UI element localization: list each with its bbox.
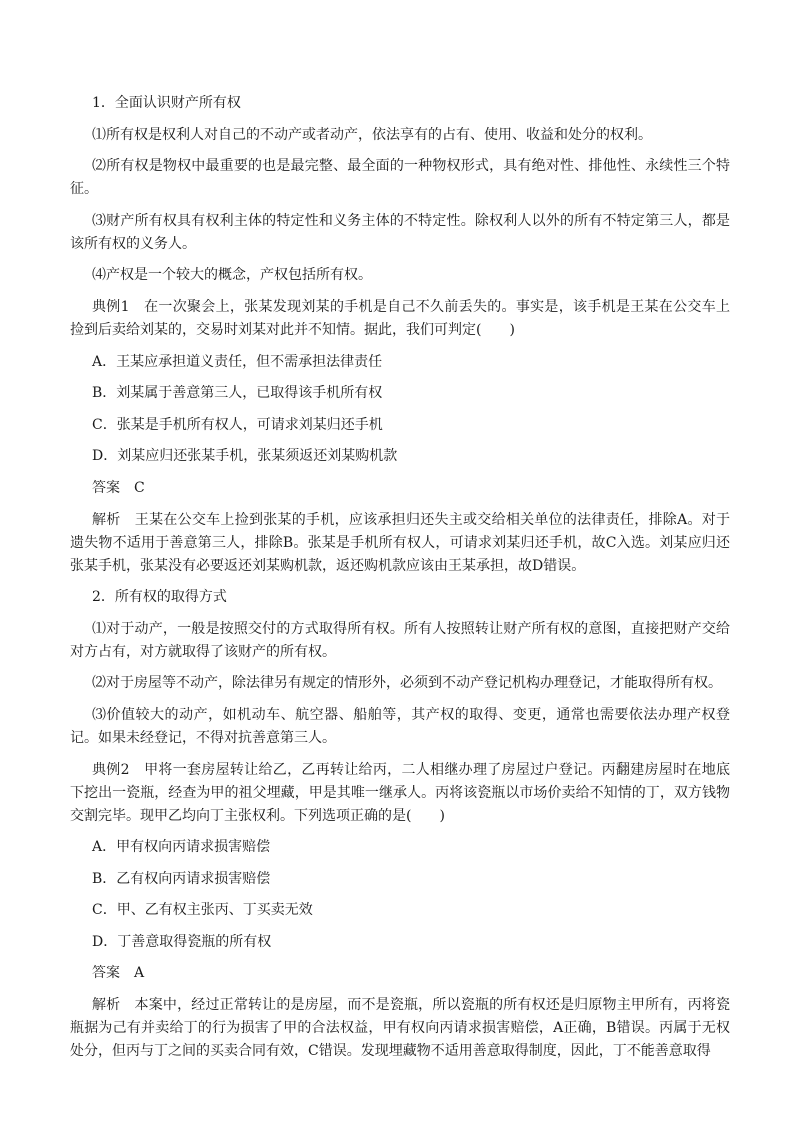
section-heading-2: 2．所有权的取得方式	[92, 589, 227, 606]
document-page	[70, 92, 730, 1072]
section2-item-2: ⑵对于房屋等不动产，除法律另有规定的情形外，必须到不动产登记机构办理登记，才能取得所有权。	[92, 675, 722, 692]
example2-option-b: B．乙有权向丙请求损害赔偿	[92, 870, 271, 887]
example2-analysis: 解析 本案中，经过正常转让的是房屋，而不是瓷瓶，所以瓷瓶的所有权还是归原物主甲所有，丙将瓷瓶据为己有并卖给丁的行为损害了甲的合法权益，甲有权向丙请求损害赔偿，A正确，B错误。丙属于无权处分，但丙与丁之间的买卖合同有效，C错误。发现埋藏物不适用善意取得制度，因此，丁不能善意取得	[70, 997, 730, 1060]
section-heading-1: 1．全面认识财产所有权	[92, 95, 241, 111]
example1-analysis: 解析 王某在公交车上捡到张某的手机，应该承担归还失主或交给相关单位的法律责任，排除A。对于遗失物不适用于善意第三人，排除B。张某是手机所有权人，可请求刘某归还手机，故C入选。刘某应归还张某手机，张某没有必要返还刘某购机款，返还购机款应该由王某承担，故D错误。	[70, 511, 730, 574]
section1-item-2: ⑵所有权是物权中最重要的也是最完整、最全面的一种物权形式，具有绝对性、排他性、永续性三个特征。	[70, 158, 730, 198]
example1-option-b: B．刘某属于善意第三人，已取得该手机所有权	[92, 385, 383, 402]
example1-answer: 答案 C	[92, 479, 145, 496]
example2-option-c: C．甲、乙有权主张丙、丁买卖无效	[92, 902, 313, 919]
section1-item-4: ⑷产权是一个较大的概念，产权包括所有权。	[92, 267, 372, 284]
example2-answer: 答案 A	[92, 965, 145, 982]
example1-option-a: A．王某应承担道义责任，但不需承担法律责任	[92, 353, 383, 370]
example2-option-a: A．甲有权向丙请求损害赔偿	[92, 839, 271, 856]
section1-item-3: ⑶财产所有权具有权利主体的特定性和义务主体的不特定性。除权利人以外的所有不特定第三人，都是该所有权的义务人。	[70, 212, 730, 252]
example1-question: 典例1 在一次聚会上，张某发现刘某的手机是自己不久前丢失的。事实是，该手机是王某在公交车上捡到后卖给刘某的，交易时刘某对此并不知情。据此，我们可判定( )	[70, 298, 730, 338]
example1-option-d: D．刘某应归还张某手机，张某须返还刘某购机款	[92, 448, 398, 465]
example1-option-c: C．张某是手机所有权人，可请求刘某归还手机	[92, 416, 383, 433]
example2-question: 典例2 甲将一套房屋转让给乙，乙再转让给丙，二人相继办理了房屋过户登记。丙翻建房屋时在地底下挖出一瓷瓶，经查为甲的祖父埋藏，甲是其唯一继承人。丙将该瓷瓶以市场价卖给不知情的丁，双方钱物交割完毕。现甲乙均向丁主张权利。下列选项正确的是( )	[70, 761, 730, 824]
section2-item-1: ⑴对于动产，一般是按照交付的方式取得所有权。所有人按照转让财产所有权的意图，直接把财产交给对方占有，对方就取得了该财产的所有权。	[70, 620, 730, 660]
section1-item-1: ⑴所有权是权利人对自己的不动产或者动产，依法享有的占有、使用、收益和处分的权利。	[92, 126, 652, 143]
example2-option-d: D．丁善意取得瓷瓶的所有权	[92, 933, 272, 950]
section2-item-3: ⑶价值较大的动产，如机动车、航空器、船舶等，其产权的取得、变更，通常也需要依法办理产权登记。如果未经登记，不得对抗善意第三人。	[70, 706, 730, 746]
